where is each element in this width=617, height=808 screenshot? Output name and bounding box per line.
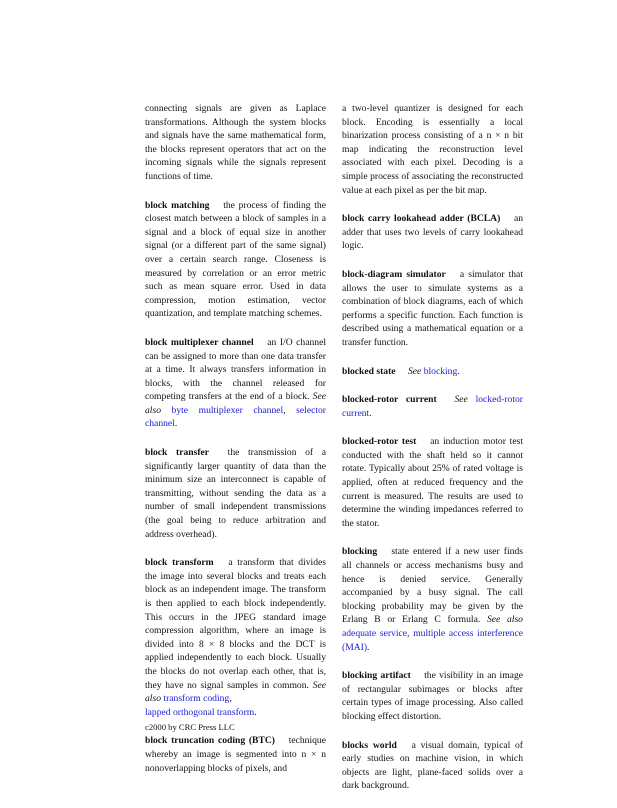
right-intro: a two-level quantizer is designed for each block. Encoding is essentially a local binarization process consisting of a n × n bit map indicating the reconstruction level associated with each pixel. Decoding is a simple process of associating the reconstructed value at each pixel as per the bit map. — [342, 103, 523, 196]
left-intro: connecting signals are given as Laplace transformations. Although the system blocks and signals have the same mathematical form, the blocks represent operators that act on the incoming signals while the signals represent functions of time. — [145, 103, 326, 182]
definition: a transform that divides the image into several blocks and treats each block as an independent image. The transform is then applied to each block independently. This occurs in the JPEG standard image compression algorithm, where an image is divided into 8 × 8 blocks and the DCT is applied independently to each block. Usually the blocks do not overlap each other, that is, they have no signal samples in common. — [145, 557, 327, 691]
period: . — [367, 641, 370, 653]
entry-blocking — [342, 545, 523, 654]
see-label: See — [407, 365, 422, 377]
definition: an I/O channel can be assigned to more than one data transfer at a time. It always transfers information in blocks, with the channel released for competing transfers at the end of a block. — [145, 336, 326, 403]
entry-blocked-state — [342, 365, 523, 379]
definition: an induction motor test conducted with the shaft held so it cannot rotate. Typically about 25% of rated voltage is applied, often at reduced frequency and the current is measured. The results are used to determine the winding impedances referred to the stator. — [342, 436, 524, 529]
entry-bcla — [342, 212, 523, 253]
definition: an adder that uses two levels of carry lookahead logic. — [342, 213, 523, 252]
period: . — [369, 407, 372, 419]
term: block multiplexer channel — [145, 336, 254, 348]
link-transform-coding[interactable]: transform coding — [163, 693, 230, 705]
term: block-diagram simulator — [342, 268, 446, 280]
definition: the process of finding the closest match between a block of samples in a signal and a block of equal size in another signal (or a different part of the same signal) over a certain search range. Closeness is measured by correlation or an error metric such as mean square error. Used in data compression, motion estimation, vector quantization, and template matching schemes. — [145, 199, 326, 320]
period: . — [254, 706, 257, 718]
term: blocked-rotor test — [342, 436, 417, 448]
entry-block-multiplexer-channel — [145, 336, 326, 431]
definition: the visibility in an image of rectangular subimages or blocks after certain types of image processing. Also called blocking effect distortion. — [342, 670, 523, 722]
entry-blocking-artifact — [342, 669, 523, 723]
entry-block-transform — [145, 556, 326, 719]
link-multiple-access-interference[interactable]: multiple access interference (MAI) — [342, 628, 523, 653]
link-adequate-service[interactable]: adequate service — [342, 628, 408, 639]
term: block carry lookahead adder (BCLA) — [342, 213, 501, 225]
entry-blocked-rotor-current — [342, 393, 523, 420]
term: blocking — [342, 546, 378, 558]
right-column — [342, 102, 523, 808]
period: . — [457, 365, 460, 377]
separator: , — [407, 628, 410, 639]
see-also-label: See also — [486, 614, 523, 626]
term: block matching — [145, 199, 210, 211]
entry-block-truncation-coding — [145, 734, 326, 775]
period: . — [174, 418, 178, 430]
see-label: See — [454, 394, 468, 406]
see-also-label: See also — [145, 679, 326, 705]
entry-block-matching — [145, 199, 326, 321]
separator: , — [229, 693, 232, 705]
term: blocked-rotor current — [342, 394, 437, 406]
entry-blocks-world — [342, 739, 523, 793]
link-lapped-orthogonal-transform[interactable]: lapped orthogonal transform — [145, 706, 255, 718]
definition: the transmission of a significantly larger quantity of data than the minimum size an interconnect is capable of transmitting, without sending the data as a number of small independent transmissions (the goal being to reduce arbitration and address overhead). — [145, 447, 326, 540]
definition: state entered if a new user finds all channels or access mechanisms busy and hence is denied service. Generally accompanied by a busy signal. The call blocking probability may be given by the Erlang B or Erlang C formula. — [342, 546, 523, 626]
entry-block-transfer — [145, 446, 326, 541]
entry-block-diagram-simulator — [342, 268, 523, 350]
term: blocks world — [342, 739, 397, 751]
link-blocking[interactable]: blocking — [423, 365, 458, 377]
separator: , — [283, 404, 286, 416]
term: block transform — [145, 557, 214, 569]
link-locked-rotor-current[interactable]: locked-rotor current — [342, 394, 523, 419]
term: block transfer — [145, 447, 210, 459]
definition: a simulator that allows the user to simulate systems as a combination of block diagrams, each of which performs a specific function. Each function is described using a mathematical equation or a transfer function. — [342, 268, 523, 348]
term: block truncation coding (BTC) — [145, 735, 275, 747]
definition: a visual domain, typical of early studies on machine vision, in which objects are light, plane-faced solids over a dark background. — [342, 739, 524, 792]
link-byte-multiplexer-channel[interactable]: byte multiplexer channel — [171, 404, 284, 416]
term: blocking artifact — [342, 670, 411, 682]
copyright-footer: c2000 by CRC Press LLC — [145, 722, 235, 732]
link-selector-channel[interactable]: selector channel — [145, 404, 326, 430]
term: blocked state — [342, 365, 396, 377]
see-also-label: See also — [145, 391, 326, 416]
entry-blocked-rotor-test — [342, 435, 523, 530]
left-column — [145, 102, 326, 790]
definition: technique whereby an image is segmented into n × n nonoverlapping blocks of pixels, and — [145, 735, 326, 774]
